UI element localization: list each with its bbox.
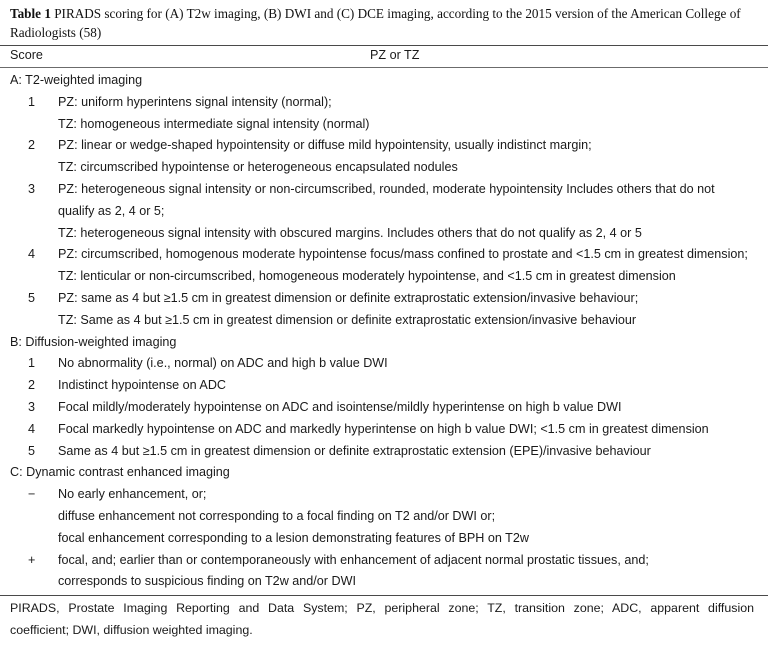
score-description [58, 244, 768, 288]
score-description [58, 419, 768, 441]
score-description [58, 397, 768, 419]
table-row [0, 135, 768, 179]
score-description [58, 375, 768, 397]
score-description [58, 179, 768, 244]
score-description-line: Focal mildly/moderately hypointense on ADC and isointense/mildly hyperintense on high b value DWI [58, 399, 622, 414]
score-description-line: PZ: linear or wedge-shaped hypointensity or diffuse mild hypointensity, usually indistinct margin; [58, 138, 592, 153]
table-row [0, 484, 768, 549]
score-description-line: TZ: heterogeneous signal intensity with obscured margins. Includes others that do not qualify as 2, 4 or 5 [58, 225, 642, 240]
score-description-line: Focal markedly hypointense on ADC and markedly hyperintense on high b value DWI; <1.5 cm in greatest dimension [58, 421, 709, 436]
section-heading-a: A: T2-weighted imaging [10, 73, 143, 87]
table-row [0, 244, 768, 288]
table-caption [0, 0, 768, 45]
score-description [58, 484, 768, 549]
score-description [58, 92, 768, 136]
score-description [58, 135, 768, 179]
score-description-line: PZ: heterogeneous signal intensity or non-circumscribed, rounded, moderate hypointensity Includes others that do not qualify as 2, 4 or 5; [58, 181, 715, 218]
table-row [0, 397, 768, 419]
score-description-line: TZ: lenticular or non-circumscribed, homogeneous moderately hypointense, and <1.5 cm in greatest dimension [58, 269, 676, 284]
score-description [58, 288, 768, 332]
score-description [58, 353, 768, 375]
score-value: 4 [28, 247, 36, 262]
score-value: 3 [28, 181, 36, 196]
score-value: 2 [28, 138, 36, 153]
score-description-line: PZ: same as 4 but ≥1.5 cm in greatest dimension or definite extraprostatic extension/invasive behaviour; [58, 290, 639, 305]
table-footnote [0, 596, 768, 645]
table-row [0, 353, 768, 375]
score-description-line: No abnormality (i.e., normal) on ADC and high b value DWI [58, 356, 388, 371]
section-heading-c: C: Dynamic contrast enhanced imaging [10, 465, 230, 480]
table-row [0, 375, 768, 397]
score-value: 1 [28, 356, 36, 371]
score-description-line: focal enhancement corresponding to a lesion demonstrating features of BPH on T2w [58, 530, 529, 545]
table-section-a [0, 70, 768, 332]
score-description-line: focal, and; earlier than or contemporaneously with enhancement of adjacent normal prostatic tissues, and; [58, 552, 649, 567]
table-row [0, 288, 768, 332]
score-description [58, 441, 768, 463]
column-header-score: Score [10, 48, 43, 62]
score-description [58, 550, 768, 594]
table-row [0, 419, 768, 441]
score-value: 1 [28, 94, 36, 109]
score-description-line: diffuse enhancement not corresponding to a focal finding on T2 and/or DWI or; [58, 508, 496, 523]
score-value: 5 [28, 443, 36, 458]
score-description-line: PZ: circumscribed, homogenous moderate hypointense focus/mass confined to prostate and <1.5 cm in greatest dimension; [58, 247, 748, 262]
table-header-row [0, 46, 768, 67]
table-caption-label: Table 1 [10, 6, 51, 21]
score-description-line: TZ: homogeneous intermediate signal intensity (normal) [58, 116, 370, 131]
score-value: − [28, 487, 36, 502]
score-description-line: No early enhancement, or; [58, 487, 207, 502]
table-section-c [0, 462, 768, 593]
footnote-line: PIRADS, Prostate Imaging Reporting and Data System; PZ, peripheral zone; TZ, transition zone; ADC, apparent diffusion [10, 601, 754, 616]
score-description-line: Same as 4 but ≥1.5 cm in greatest dimension or definite extraprostatic extension (EPE)/invasive behaviour [58, 443, 651, 458]
score-description-line: TZ: circumscribed hypointense or heterogeneous encapsulated nodules [58, 160, 458, 175]
table-row [0, 92, 768, 136]
score-value: 4 [28, 421, 36, 436]
table-body [0, 68, 768, 595]
table-row [0, 441, 768, 463]
score-value: 5 [28, 290, 36, 305]
score-description-line: corresponds to suspicious finding on T2w and/or DWI [58, 574, 356, 589]
table-row [0, 179, 768, 244]
score-description-line: Indistinct hypointense on ADC [58, 378, 227, 393]
score-value: 3 [28, 399, 36, 414]
table-section-b [0, 332, 768, 463]
score-value: 2 [28, 378, 36, 393]
section-heading-b: B: Diffusion-weighted imaging [10, 334, 177, 349]
table-row [0, 550, 768, 594]
column-header-zone: PZ or TZ [370, 48, 420, 62]
score-value: + [28, 552, 36, 567]
score-description-line: TZ: Same as 4 but ≥1.5 cm in greatest dimension or definite extraprostatic extension/invasive behaviour [58, 312, 637, 327]
score-description-line: PZ: uniform hyperintens signal intensity (normal); [58, 94, 332, 109]
footnote-line: coefficient; DWI, diffusion weighted imaging. [10, 622, 253, 637]
table-caption-text: PIRADS scoring for (A) T2w imaging, (B) DWI and (C) DCE imaging, according to the 2015 version of the American College of Radiologists (58) [10, 6, 741, 40]
